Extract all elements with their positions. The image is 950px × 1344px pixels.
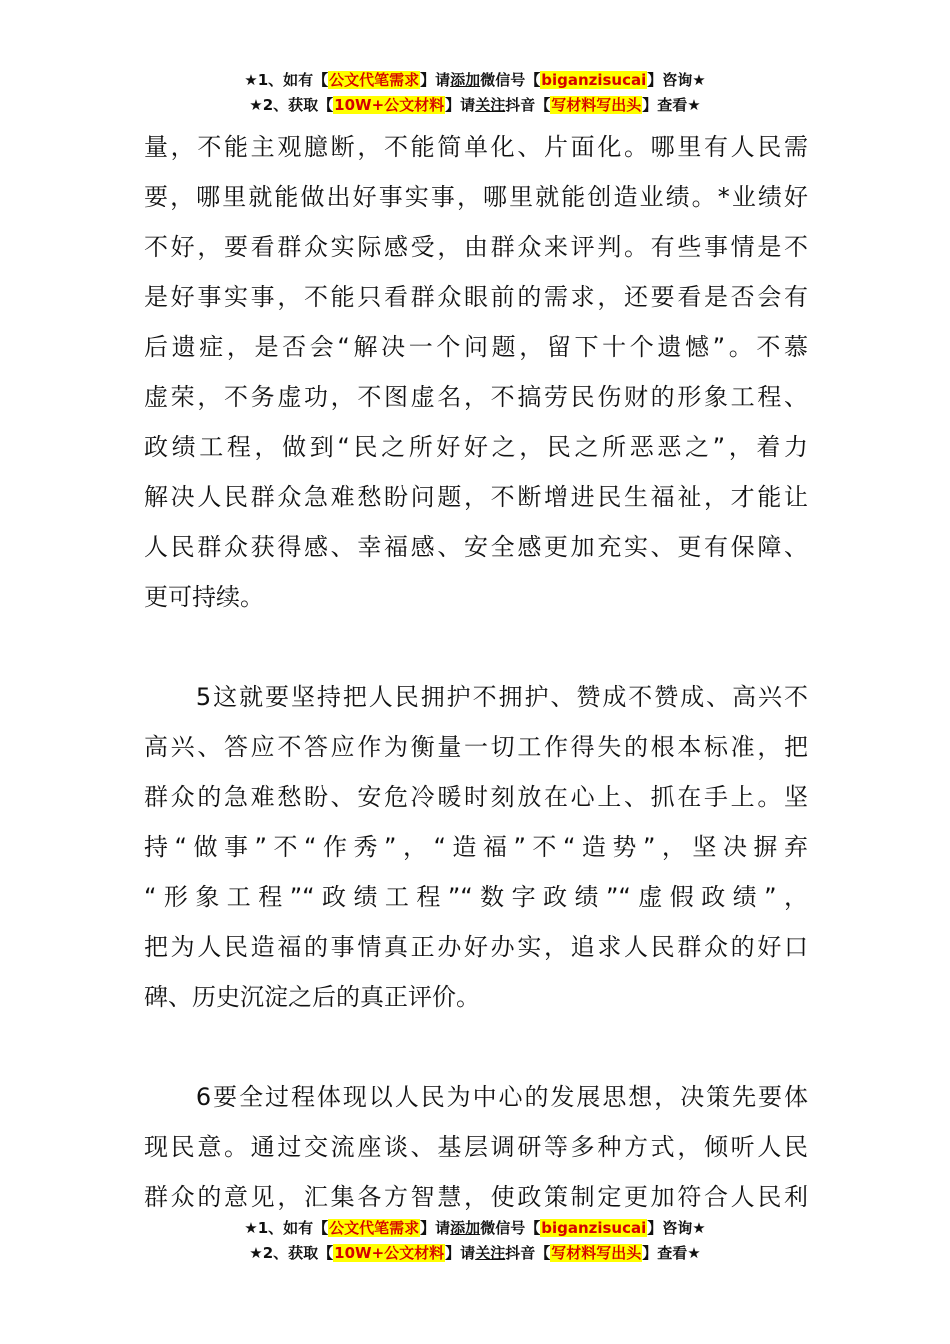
text-line: “形象工程”“政绩工程”“数字政绩”“虚假政绩”，	[144, 883, 808, 911]
document-body	[144, 122, 808, 1222]
underlined-text: 添加	[450, 71, 481, 89]
star-icon: ★	[692, 71, 706, 89]
header-banner	[0, 68, 950, 118]
banner-text: 抖音【	[505, 96, 551, 114]
text-line: 是好事实事，不能只看群众眼前的需求，还要看是否会有	[144, 283, 808, 311]
text-line: 高兴、答应不答应作为衡量一切工作得失的根本标准，把	[144, 733, 808, 761]
highlight-wechat-id: biganzisucai	[541, 71, 647, 89]
highlight-service: 公文代笔需求	[329, 1219, 420, 1237]
text-line: 群众的意见，汇集各方智慧，使政策制定更加符合人民利	[144, 1183, 808, 1211]
banner-text: 】咨询	[647, 1219, 693, 1237]
header-banner-line-1	[0, 68, 950, 93]
paragraph-5	[144, 672, 808, 1022]
text-line: 更可持续。	[144, 583, 264, 611]
text-line: 虚荣，不务虚功，不图虚名，不搞劳民伤财的形象工程、	[144, 383, 808, 411]
text-line: 要，哪里就能做出好事实事，哪里就能创造业绩。*业绩好	[144, 183, 808, 211]
banner-text: 】查看	[642, 96, 688, 114]
star-icon: ★	[687, 96, 701, 114]
banner-text: 】查看	[642, 1244, 688, 1262]
banner-text: 】请	[445, 96, 476, 114]
paragraph-6	[144, 1072, 808, 1222]
banner-text: 2、获取【	[262, 1244, 334, 1262]
text-line: 碑、历史沉淀之后的真正评价。	[144, 983, 480, 1011]
banner-text: 1、如有【	[257, 1219, 329, 1237]
text-line: 持“做事”不“作秀”，“造福”不“造势”，坚决摒弃	[144, 833, 808, 861]
text-line: 群众的急难愁盼、安危冷暖时刻放在心上、抓在手上。坚	[144, 783, 808, 811]
footer-banner	[0, 1216, 950, 1266]
footer-banner-line-1	[0, 1216, 950, 1241]
text-line: 把为人民造福的事情真正办好办实，追求人民群众的好口	[144, 933, 808, 961]
text-line: 6要全过程体现以人民为中心的发展思想，决策先要体	[144, 1083, 808, 1111]
banner-text: 】请	[420, 1219, 451, 1237]
banner-text: 2、获取【	[262, 96, 334, 114]
text-line: 现民意。通过交流座谈、基层调研等多种方式，倾听人民	[144, 1133, 808, 1161]
text-line: 解决人民群众急难愁盼问题，不断增进民生福祉，才能让	[144, 483, 808, 511]
paragraph-continued	[144, 122, 808, 622]
star-icon: ★	[244, 1219, 258, 1237]
paragraph-gap	[144, 1022, 808, 1072]
footer-banner-line-2	[0, 1241, 950, 1266]
banner-text: 抖音【	[505, 1244, 551, 1262]
highlight-service: 公文代笔需求	[329, 71, 420, 89]
banner-text: 】请	[420, 71, 451, 89]
highlight-douyin-account: 写材料写出头	[551, 96, 642, 114]
banner-text: 】咨询	[647, 71, 693, 89]
highlight-materials: 10W+公文材料	[334, 1244, 445, 1262]
text-line: 5这就要坚持把人民拥护不拥护、赞成不赞成、高兴不	[144, 683, 808, 711]
highlight-wechat-id: biganzisucai	[541, 1219, 647, 1237]
paragraph-gap	[144, 622, 808, 672]
underlined-text: 关注	[475, 1244, 506, 1262]
banner-text: 1、如有【	[257, 71, 329, 89]
banner-text: 】请	[445, 1244, 476, 1262]
highlight-materials: 10W+公文材料	[334, 96, 445, 114]
text-line: 人民群众获得感、幸福感、安全感更加充实、更有保障、	[144, 533, 808, 561]
text-line: 量，不能主观臆断，不能简单化、片面化。哪里有人民需	[144, 133, 808, 161]
text-line: 政绩工程，做到“民之所好好之，民之所恶恶之”，着力	[144, 433, 808, 461]
star-icon: ★	[692, 1219, 706, 1237]
text-line: 不好，要看群众实际感受，由群众来评判。有些事情是不	[144, 233, 808, 261]
banner-text: 微信号【	[480, 71, 541, 89]
star-icon: ★	[249, 96, 263, 114]
underlined-text: 添加	[450, 1219, 481, 1237]
text-line: 后遗症，是否会“解决一个问题，留下十个遗憾”。不慕	[144, 333, 808, 361]
star-icon: ★	[687, 1244, 701, 1262]
header-banner-line-2	[0, 93, 950, 118]
star-icon: ★	[249, 1244, 263, 1262]
highlight-douyin-account: 写材料写出头	[551, 1244, 642, 1262]
star-icon: ★	[244, 71, 258, 89]
underlined-text: 关注	[475, 96, 506, 114]
banner-text: 微信号【	[480, 1219, 541, 1237]
